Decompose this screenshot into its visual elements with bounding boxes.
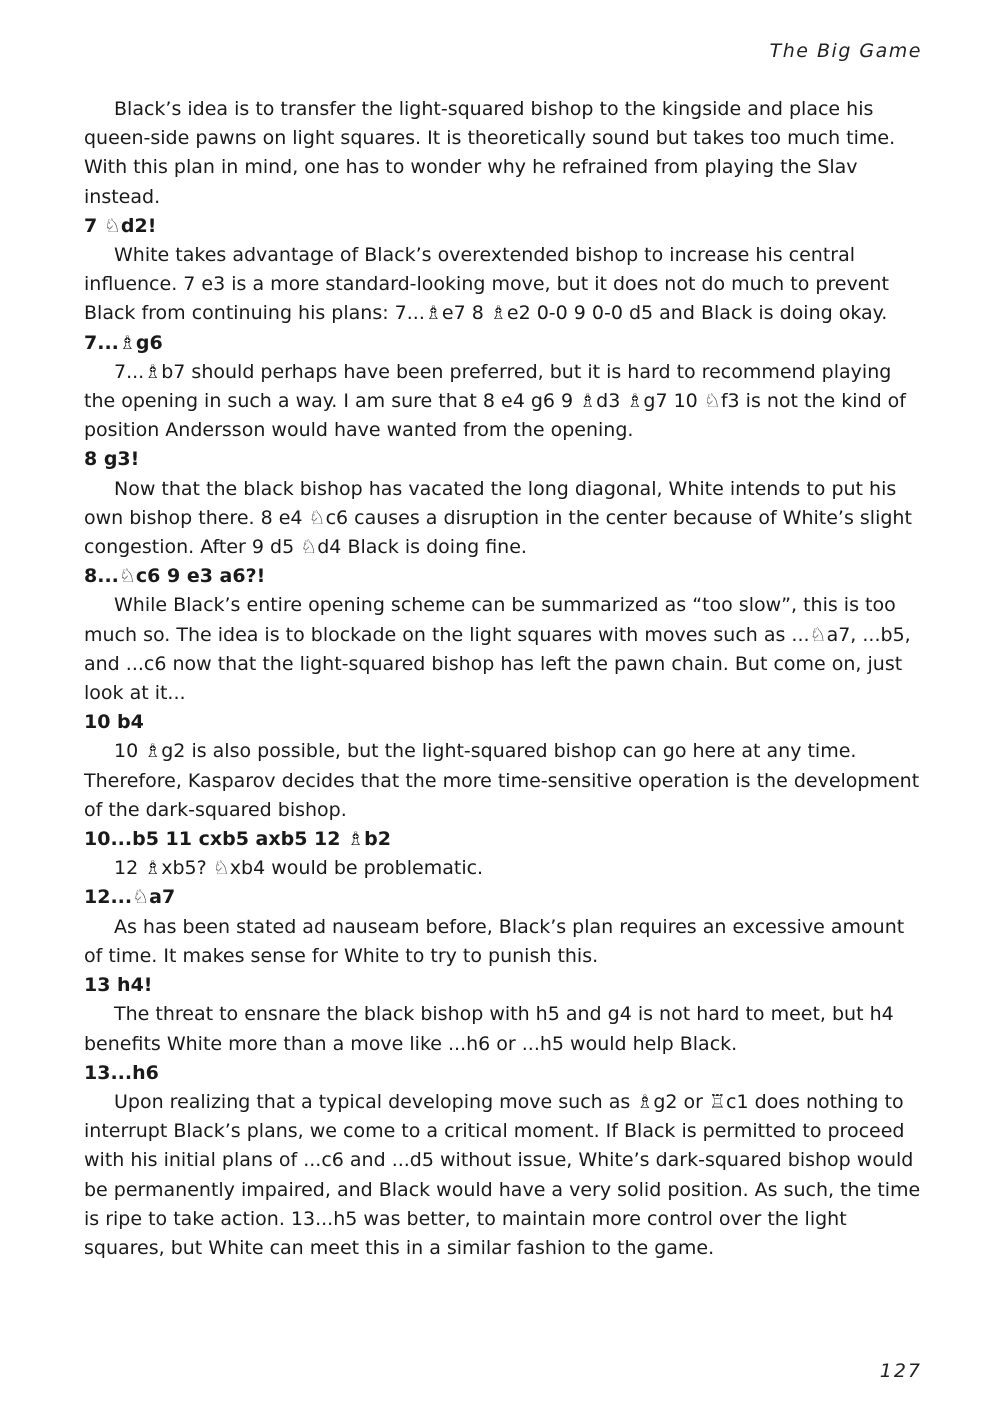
move-heading: 8 g3! — [84, 448, 140, 471]
move-heading: 10...b5 11 cxb5 axb5 12 ♗b2 — [84, 828, 391, 851]
paragraph: Upon realizing that a typical developing move such as ♗g2 or ♖c1 does nothing to interrupt Black’s plans, we come to a critical moment. If Black is permitted to proceed with his initial plans of ...c6 and ...d5 without issue, White’s dark-squared bishop would be permanently impaired, and Black would have a very solid position. As such, the time is ripe to take action. 13...h5 was better, to maintain more control over the light squares, but White can meet this in a similar fashion to the game. — [84, 1090, 921, 1259]
page-body — [84, 95, 924, 1263]
paragraph: 10 ♗g2 is also possible, but the light-squared bishop can go here at any time. Therefore, Kasparov decides that the more time-sensitive operation is the development of the dark-squared bishop. — [84, 740, 920, 821]
paragraph: Black’s idea is to transfer the light-squared bishop to the kingside and place his queen-side pawns on light squares. It is theoretically sound but takes too much time. With this plan in mind, one has to wonder why he refrained from playing the Slav instead. — [84, 98, 896, 208]
move-heading: 10 b4 — [84, 711, 144, 734]
paragraph: 12 ♗xb5? ♘xb4 would be problematic. — [114, 857, 484, 880]
move-heading: 13 h4! — [84, 974, 153, 997]
move-heading: 12...♘a7 — [84, 886, 176, 909]
paragraph: Now that the black bishop has vacated the long diagonal, White intends to put his own bishop there. 8 e4 ♘c6 causes a disruption in the center because of White’s slight congestion. After 9 d5 ♘d4 Black is doing fine. — [84, 477, 912, 559]
paragraph: While Black’s entire opening scheme can be summarized as “too slow”, this is too much so. The idea is to blockade on the light squares with moves such as ...♘a7, ...b5, and ...c6 now that the light-squared bishop has left the pawn chain. But come on, just look at it... — [84, 594, 911, 705]
move-heading: 7...♗g6 — [84, 331, 163, 354]
page-number: 127 — [879, 1360, 922, 1382]
move-heading: 13...h6 — [84, 1061, 159, 1084]
paragraph: 7...♗b7 should perhaps have been preferred, but it is hard to recommend playing the opening in such a way. I am sure that 8 e4 g6 9 ♗d3 ♗g7 10 ♘f3 is not the kind of position Andersson would have wanted from the opening. — [84, 360, 906, 442]
paragraph: The threat to ensnare the black bishop with h5 and g4 is not hard to meet, but h4 benefits White more than a move like ...h6 or ...h5 would help Black. — [84, 1003, 894, 1055]
running-header: The Big Game — [769, 40, 922, 62]
paragraph: White takes advantage of Black’s overextended bishop to increase his central influence. 7 e3 is a more standard-looking move, but it does not do much to prevent Black from continuing his plans: 7...♗e7 8 ♗e2 0-0 9 0-0 d5 and Black is doing okay. — [84, 244, 889, 325]
move-heading: 7 ♘d2! — [84, 214, 157, 237]
move-heading: 8...♘c6 9 e3 a6?! — [84, 565, 266, 588]
paragraph: As has been stated ad nauseam before, Black’s plan requires an excessive amount of time. It makes sense for White to try to punish this. — [84, 915, 905, 967]
